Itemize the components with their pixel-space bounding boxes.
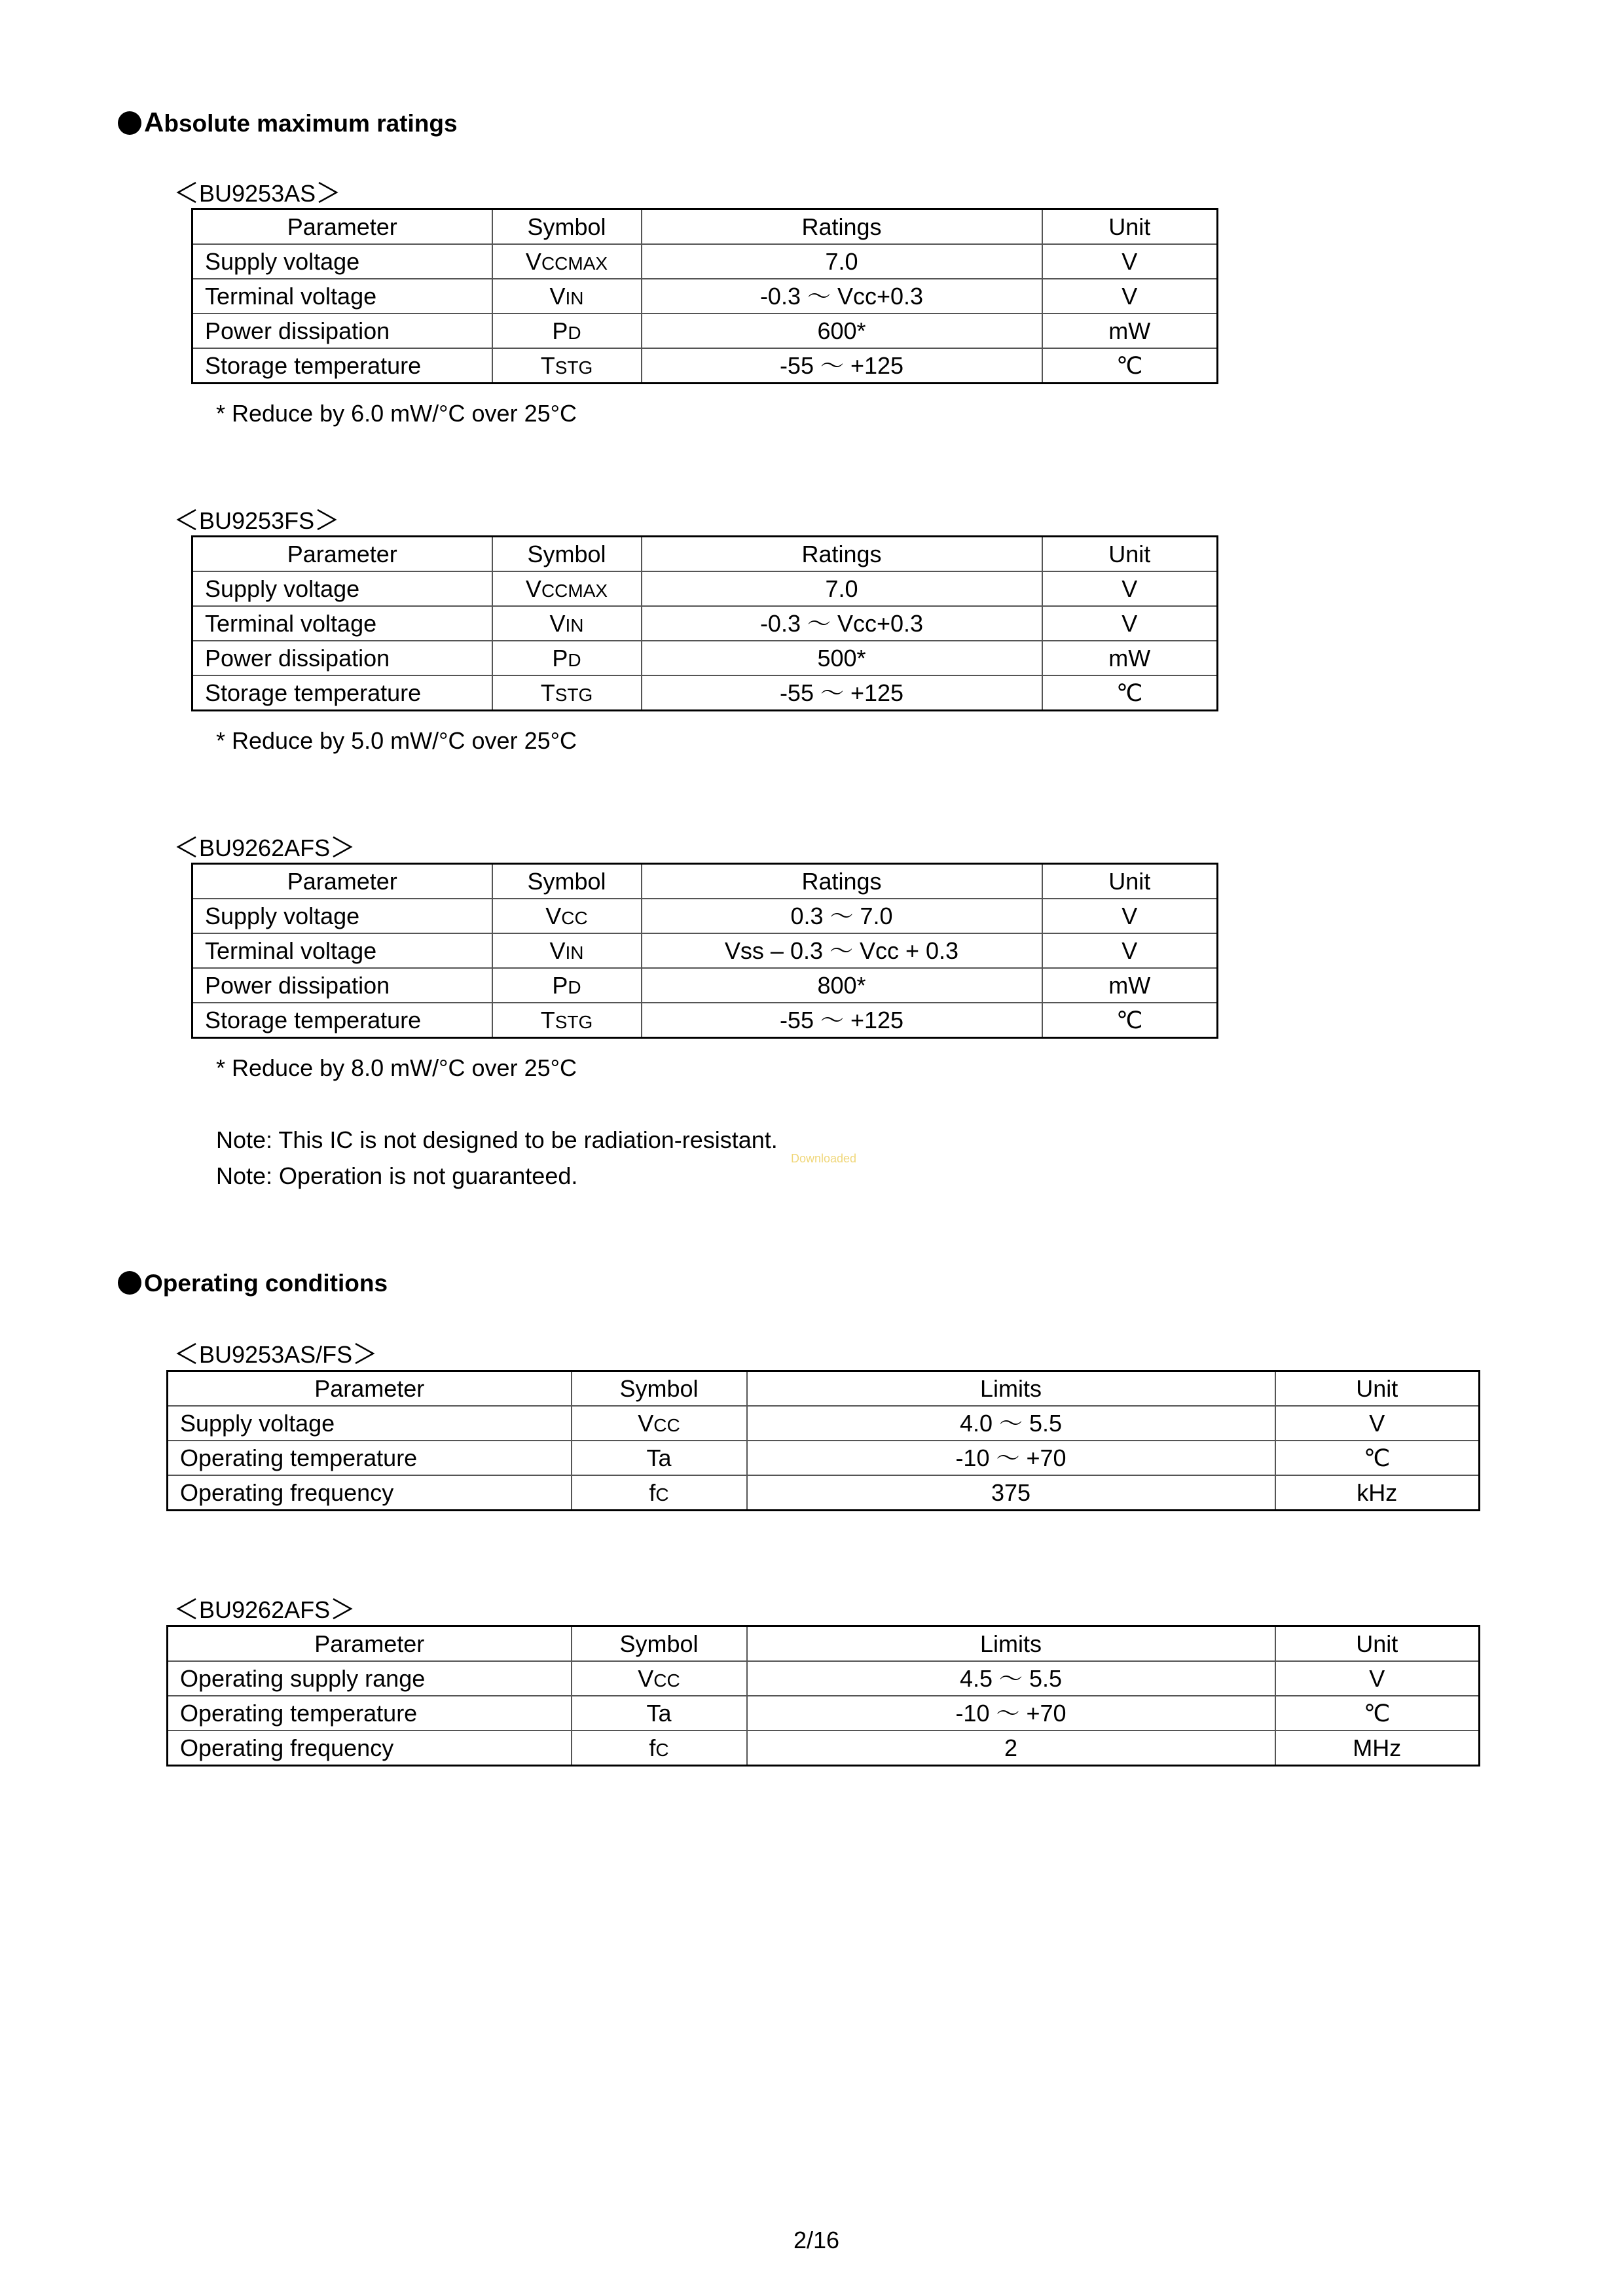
symbol-cell <box>492 571 642 606</box>
left-angle-icon <box>175 181 198 204</box>
header-limits: Limits <box>747 1371 1275 1407</box>
rating-cell: 600* <box>642 314 1042 348</box>
abs-max-table-bu9253fs <box>191 535 1218 711</box>
unit-cell: V <box>1042 606 1218 641</box>
unit-cell: V <box>1042 933 1218 968</box>
unit-cell: mW <box>1042 968 1218 1003</box>
part-name: BU9253FS <box>199 507 315 534</box>
param-cell: Supply voltage <box>192 244 492 279</box>
rating-cell: 7.0 <box>642 571 1042 606</box>
symbol-sub: IN <box>565 942 584 963</box>
header-unit: Unit <box>1275 1371 1480 1407</box>
note-radiation: Note: This IC is not designed to be radiation-resistant. <box>216 1126 778 1153</box>
header-ratings: Ratings <box>642 864 1042 899</box>
table-row <box>192 606 1218 641</box>
symbol-sub: CC <box>653 1670 680 1691</box>
footnote: * Reduce by 5.0 mW/°C over 25°C <box>216 727 577 754</box>
section-heading-operating-conditions <box>118 1271 388 1295</box>
heading-rest: bsolute maximum ratings <box>164 110 458 137</box>
limit-cell: 375 <box>747 1475 1275 1511</box>
table-row <box>192 348 1218 384</box>
footnote: * Reduce by 6.0 mW/°C over 25°C <box>216 400 577 427</box>
left-angle-icon <box>175 508 198 531</box>
symbol-main: P <box>552 971 568 999</box>
right-angle-icon <box>354 1342 376 1365</box>
rating-cell: 500* <box>642 641 1042 675</box>
limit-cell: 4.0 ～ 5.5 <box>747 1406 1275 1441</box>
header-unit: Unit <box>1042 209 1218 245</box>
symbol-cell <box>492 1003 642 1038</box>
symbol-sub: C <box>655 1484 669 1505</box>
symbol-sub: CCMAX <box>541 580 608 601</box>
part-name: BU9262AFS <box>199 1596 331 1623</box>
table-row <box>192 641 1218 675</box>
symbol-main: V <box>549 937 566 964</box>
symbol-cell <box>492 899 642 933</box>
unit-cell: ℃ <box>1042 675 1218 711</box>
param-cell: Operating frequency <box>168 1475 572 1511</box>
table-row <box>168 1661 1480 1696</box>
param-cell: Power dissipation <box>192 968 492 1003</box>
param-cell: Power dissipation <box>192 314 492 348</box>
header-unit: Unit <box>1042 537 1218 572</box>
bullet-icon <box>118 111 141 135</box>
page-number: 2/16 <box>793 2227 840 2253</box>
symbol-sub: D <box>568 977 581 997</box>
part-name: BU9262AFS <box>199 834 331 861</box>
table-row <box>192 314 1218 348</box>
unit-cell: kHz <box>1275 1475 1480 1511</box>
table-caption-bu9262afs <box>175 835 354 860</box>
section-heading-absolute-maximum-ratings <box>118 109 458 136</box>
unit-cell: ℃ <box>1275 1441 1480 1475</box>
symbol-main: P <box>552 317 568 344</box>
param-cell: Operating supply range <box>168 1661 572 1696</box>
unit-cell: mW <box>1042 314 1218 348</box>
symbol-main: Ta <box>646 1444 672 1471</box>
param-cell: Terminal voltage <box>192 606 492 641</box>
symbol-sub: D <box>568 322 581 343</box>
header-unit: Unit <box>1275 1626 1480 1662</box>
abs-max-table-bu9253as <box>191 208 1218 384</box>
rating-cell: 800* <box>642 968 1042 1003</box>
table-row <box>168 1441 1480 1475</box>
rating-cell: 0.3 ～ 7.0 <box>642 899 1042 933</box>
operating-table-bu9253as-fs <box>166 1370 1480 1511</box>
table-row <box>192 244 1218 279</box>
symbol-main: V <box>525 247 541 275</box>
symbol-main: V <box>638 1664 654 1692</box>
param-cell: Supply voltage <box>168 1406 572 1441</box>
param-cell: Operating temperature <box>168 1441 572 1475</box>
rating-cell: -55 ～ +125 <box>642 675 1042 711</box>
right-angle-icon <box>331 1597 354 1621</box>
symbol-cell <box>572 1661 747 1696</box>
param-cell: Terminal voltage <box>192 933 492 968</box>
note-operation: Note: Operation is not guaranteed. <box>216 1162 578 1189</box>
limit-cell: 4.5 ～ 5.5 <box>747 1661 1275 1696</box>
symbol-main: V <box>638 1409 654 1437</box>
symbol-sub: CC <box>653 1414 680 1435</box>
header-symbol: Symbol <box>572 1626 747 1662</box>
unit-cell: mW <box>1042 641 1218 675</box>
unit-cell: V <box>1042 899 1218 933</box>
rating-cell: -55 ～ +125 <box>642 348 1042 384</box>
table-row <box>192 675 1218 711</box>
header-parameter: Parameter <box>168 1626 572 1662</box>
right-angle-icon <box>317 181 339 204</box>
table-caption-bu9253as <box>175 181 339 206</box>
header-unit: Unit <box>1042 864 1218 899</box>
symbol-cell <box>492 933 642 968</box>
symbol-cell <box>492 968 642 1003</box>
symbol-main: T <box>540 1006 555 1033</box>
param-cell: Supply voltage <box>192 571 492 606</box>
limit-cell: -10 ～ +70 <box>747 1441 1275 1475</box>
table-caption-bu9253as-fs <box>175 1342 376 1367</box>
rating-cell: -55 ～ +125 <box>642 1003 1042 1038</box>
limit-cell: 2 <box>747 1731 1275 1766</box>
rating-cell: -0.3 ～ Vcc+0.3 <box>642 606 1042 641</box>
param-cell: Operating temperature <box>168 1696 572 1731</box>
unit-cell: ℃ <box>1042 1003 1218 1038</box>
symbol-sub: CC <box>561 907 588 928</box>
symbol-cell <box>492 675 642 711</box>
header-ratings: Ratings <box>642 537 1042 572</box>
left-angle-icon <box>175 1342 198 1365</box>
rating-cell: 7.0 <box>642 244 1042 279</box>
symbol-cell <box>492 641 642 675</box>
table-row <box>192 571 1218 606</box>
rating-cell: Vss – 0.3 ～ Vcc + 0.3 <box>642 933 1042 968</box>
rating-cell: -0.3 ～ Vcc+0.3 <box>642 279 1042 314</box>
symbol-main: P <box>552 644 568 672</box>
table-row <box>168 1475 1480 1511</box>
param-cell: Supply voltage <box>192 899 492 933</box>
abs-max-table-bu9262afs <box>191 863 1218 1039</box>
left-angle-icon <box>175 1597 198 1621</box>
table-row <box>192 933 1218 968</box>
bullet-icon <box>118 1271 141 1295</box>
right-angle-icon <box>331 835 354 859</box>
unit-cell: ℃ <box>1042 348 1218 384</box>
symbol-cell <box>572 1441 747 1475</box>
footnote: * Reduce by 8.0 mW/°C over 25°C <box>216 1054 577 1081</box>
part-name: BU9253AS <box>199 180 316 207</box>
param-cell: Operating frequency <box>168 1731 572 1766</box>
symbol-cell <box>572 1731 747 1766</box>
unit-cell: V <box>1042 279 1218 314</box>
table-header-row <box>168 1626 1480 1662</box>
symbol-cell <box>492 606 642 641</box>
symbol-main: f <box>649 1479 656 1506</box>
heading-text: Operating conditions <box>144 1270 388 1297</box>
symbol-main: T <box>540 351 555 379</box>
part-name: BU9253AS/FS <box>199 1341 353 1368</box>
symbol-main: V <box>525 575 541 602</box>
unit-cell: V <box>1042 244 1218 279</box>
table-row <box>192 279 1218 314</box>
param-cell: Storage temperature <box>192 348 492 384</box>
table-header-row <box>192 864 1218 899</box>
table-row <box>168 1406 1480 1441</box>
header-parameter: Parameter <box>192 864 492 899</box>
param-cell: Storage temperature <box>192 675 492 711</box>
limit-cell: -10 ～ +70 <box>747 1696 1275 1731</box>
table-header-row <box>168 1371 1480 1407</box>
symbol-sub: STG <box>555 1011 593 1032</box>
operating-table-bu9262afs <box>166 1625 1480 1767</box>
symbol-main: V <box>549 609 566 637</box>
header-parameter: Parameter <box>192 209 492 245</box>
header-symbol: Symbol <box>572 1371 747 1407</box>
unit-cell: ℃ <box>1275 1696 1480 1731</box>
symbol-sub: C <box>655 1739 669 1760</box>
param-cell: Power dissipation <box>192 641 492 675</box>
unit-cell: V <box>1275 1661 1480 1696</box>
header-symbol: Symbol <box>492 864 642 899</box>
symbol-main: V <box>545 902 562 929</box>
table-row <box>168 1731 1480 1766</box>
unit-cell: MHz <box>1275 1731 1480 1766</box>
table-row <box>192 968 1218 1003</box>
unit-cell: V <box>1042 571 1218 606</box>
symbol-cell <box>492 244 642 279</box>
symbol-main: Ta <box>646 1699 672 1727</box>
header-symbol: Symbol <box>492 537 642 572</box>
symbol-main: V <box>549 282 566 310</box>
symbol-sub: IN <box>565 287 584 308</box>
table-row <box>192 899 1218 933</box>
symbol-cell <box>572 1406 747 1441</box>
param-cell: Storage temperature <box>192 1003 492 1038</box>
table-header-row <box>192 537 1218 572</box>
faint-watermark: Downloaded <box>791 1152 857 1165</box>
heading-initial: A <box>144 107 164 137</box>
symbol-cell <box>492 279 642 314</box>
symbol-cell <box>572 1475 747 1511</box>
symbol-sub: IN <box>565 615 584 636</box>
header-parameter: Parameter <box>168 1371 572 1407</box>
symbol-main: T <box>540 679 555 706</box>
header-limits: Limits <box>747 1626 1275 1662</box>
header-symbol: Symbol <box>492 209 642 245</box>
param-cell: Terminal voltage <box>192 279 492 314</box>
symbol-sub: CCMAX <box>541 253 608 274</box>
right-angle-icon <box>316 508 338 531</box>
symbol-sub: STG <box>555 684 593 705</box>
symbol-cell <box>492 314 642 348</box>
symbol-cell <box>492 348 642 384</box>
table-row <box>192 1003 1218 1038</box>
header-parameter: Parameter <box>192 537 492 572</box>
left-angle-icon <box>175 835 198 859</box>
table-caption-bu9253fs <box>175 508 338 533</box>
unit-cell: V <box>1275 1406 1480 1441</box>
symbol-sub: STG <box>555 357 593 378</box>
table-caption-bu9262afs-operating <box>175 1597 354 1622</box>
table-header-row <box>192 209 1218 245</box>
symbol-main: f <box>649 1734 656 1761</box>
header-ratings: Ratings <box>642 209 1042 245</box>
table-row <box>168 1696 1480 1731</box>
symbol-sub: D <box>568 649 581 670</box>
symbol-cell <box>572 1696 747 1731</box>
